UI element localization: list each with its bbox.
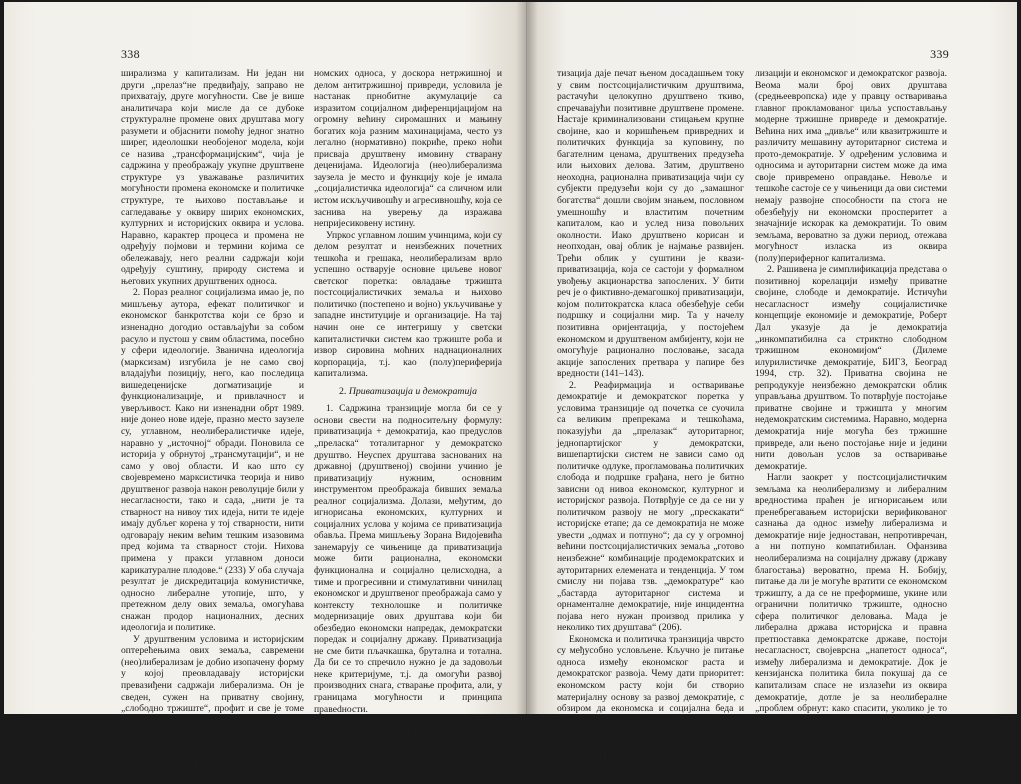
section-title: Приватизација и демократија <box>348 385 477 397</box>
left-column-1 <box>121 68 304 784</box>
paragraph: Нагли заокрет у постсоцијалистичким земљама ка неолиберализму и либералним вредностима праћен је игнорисањем или пренебрегавањем историјски верификованог сазнања да однос између либерализма и демократије није једноставан, непротивречан, а ни потпуно компатибилан. Офанзива неолиберализма на социјалну државу (државу благостања) вероватно, према Н. Бобију, питање да ли је могуће вратити се економском тржишту, а да се не преформише, укине или огранични политичко тржиште, односно сфера политичког деловања. Мада је либерална држава историјска и правна претпоставка демократске државе, постоји несагласност, својеврсна „напетост односа“, између либерализма и демократије. Док је кензијанска политика била покушај да се капитализам спасе не излазећи из оквира демократије, дотле је за неолибералне „проблем обрнут: како спасити, уколико је то још могуће и у оној мери уколико је то могуће, демократију а да се не изађе из капитализма“ (Норберт Бобио, Будућност демократије. Одабрана правила игре, Филип Вишњић, Београд 1990, <box>755 472 947 772</box>
right-column-2 <box>755 68 947 772</box>
right-page <box>527 2 1017 772</box>
page-number-left: 338 <box>121 47 140 61</box>
paragraph: 1. Садржина транзиције могла би се у основи свести на подноситељну формулу: приватизација + демократија, као предуслов „преласка“ тоталитарног у демократско друштво. Неуспех друштава заснованих на државној (друштвеној) својини учинио је приватизацију нужним, основним инструментом преображаја бивших земаља реалног социјализма. Долази, међутим, до игнорисања економских, културних и социјалних услова у којима се приватизација обавља. Према мишљењу Зорана Видојевића занемарују се чињенице да приватизација може бити рационална, економски функционална и социјално целисходна, а тиме и прогресивни и стимулативни чинилац економског и друштвеног преображаја само у контексту технолошке и политичке модернизације ових друштава који би обезбедио економски напредак, демократски поредак и социјалну државу. Приватизација не сме бити пљачкашка, брутална и тотална. Да би се то спречило нужно је да задовољи неке критеријуме, т.ј. да омогући развој производних снага, стварање профита, али, у границама могућности и принципа правedности. <box>314 403 502 715</box>
paragraph: У друштвеним условима и историјским оптерећењима ових земаља, савремени (нео)либерализам је добио изопачену форму у којој преовладавају историјски превазиђени садржаји либерализма. Он је сведен, сужен на приватну својину, „слободно тржиште“, профит и све је томе подређено, док су политичке слободе и права, принцип поделе и узајамне контроле власти, једнакост шанси и др. потиснути у сферу идеологије па и политичке демагогије. Глорификација улоге неограниченог тржишта као регулатора еко- <box>121 633 304 784</box>
left-column-2 <box>314 68 502 761</box>
section-heading <box>314 386 502 398</box>
section-number: 2. <box>339 385 347 397</box>
paragraph: Упркос углавном лошим учинцима, који су делом резултат и неизбежних почетних тешкоћа и грешака, неолиберализам врло успешно остварује основне циљеве новог светског поретка: овладање тржишта постсоцијалистичких земаља и њихово политичко (постепено и војно) укључивање у западне институције и организације. На тај начин оне се интегришу у светски капиталистички систем као тржиште роба и извор сировина моћних наднационалних корпорација, т.ј. као (полу)периферија капитализма. <box>314 229 502 380</box>
paragraph: 2. Реафирмација и остваривање демократије и демократског поретка у условима транзиције од почетка се суочила са великим препрекама и тешкоћама, показујући да „прелазак“ ауторитарног, једнопартијског у демократски, вишепартијски систем не зависи само од политичке одлуке, прогламовања политичких слобода и подршке грађана, него је битно зависни од нивоа економског, културног и историјског развоја. Потврђује се да се ни у политичком развоју не могу „прескакати“ историјске етапе; да се демократија не може увести „одмах и потпуно“; да су у огромној већини постсоцијалистичких земаља „готово неизбежне“ комбинације продемократских и ауторитарних елемената и тенденција. У том смислу ни појава тзв. „демократуре“ као „бастарда ауторитарног система и орнаменталне демократије, није инцидентна појава него нужан производ прилика у неколико тих друштава“ (206). <box>557 379 744 634</box>
left-page <box>4 2 527 784</box>
paragraph: лизацији и економског и демократског развоја. Веома мали број ових друштава (средњеевропска) иде у правцу остваривања главног прокламованог циља успостављању модерне тржишне привреде и демократије. Већина них има „дивље“ или квазитржиште и различиту мешавину ауторитарног система и прото-демократије. У одређеним условима и односима и ауторитарни систем може да има своје привремено оправдање. Невоље и тешкоће састоје се у чињеници да ови системи немају развојне способности па стога не обезбеђују ни економски просперитет а значајније искорак ка демократији. То овим земљама, вероватно за дужи период, отежава могућност изласка из оквира (полу)периферног капитализма. <box>755 68 947 264</box>
paragraph: Економска и политичка транзиција чврсто су међусобно условљене. Кључно је питање односа између економског раста и демократског развоја. Чему дати приоритет: економском расту који би створио материјалну основу за развој демократије, с обзиром да економска и социјална беда и демократија не иду заједно. Или обрнуто, уз помоћ развијене демократије стварати материјални напредак; или тежити постепеној реа- <box>557 633 744 761</box>
paragraph: 2. Пораз реалног социјализма имао је, по мишљењу аутора, ефекат политичког и економског банкротства који се брзо и изненадно догодио остављајући за собом расуло и пустош у свим областима, посебно у сфери идеологије. Званична идеологија (марксизам) изгубила је не само свој владајући позицију, него, као последица вишедеценијске догматизације и функционализације, и привлачност и уверљивост. Како ни изненадни обрт 1989. није донео нове идеје, празно место заузеле су, углавном, неолибералистичке идеје, наравно у „источној“ обради. Поновила се историја у обрнутој „трансмутацији“, и не само у овој области. И као што су својевремено марксистичка теорија и ниво друштвеног развоја након револуције били у несагласности, тако и сада, „нити је та стварност на нивоу тих идеја, нити те идеје имају дубљег корена у тој стварности, нити одговарају неким већим тешким изазовима пред којима та стварност стоји. Нихова примена у пракси углавном доноси карикатуралне плодове.“ (233) У оба случаја резултат је дискредитација комунистичке, односно либералне утопије, што, у претежном делу ових земаља, омогућава снажан продор националних, десних идеологија и политике. <box>121 287 304 634</box>
right-column-1 <box>557 68 744 761</box>
paragraph: номских односа, у доскора нетржишној и делом антитржишној привреди, условила је настанак прнобитне акумулације са изразитом социјалном диференцијацијом на огромну већину сиромашних и мањину богатих која разним махинацијама, често уз легално (нормативно) покриће, преко ноћи присваја друштвену имовину стварану деценијама. Идеологија (нео)либерализма заузела је место и функцију које је имала „социјалистичка идеологија“ са сличном или истом искључивошћу и агресивношћу, која се заснива на уверењу да изражава непријесиковену истину. <box>314 68 502 230</box>
paragraph: Аутор разликује три основна облика приватизације, иза којих стоје интереси одређених друштвених група. Пљачкашка прива- <box>314 715 502 761</box>
paragraph: 2. Рашивена је симплификација представа о позитивној корелацији између приватне својине, слободе и демократије. Истичући несагласност између социјалистичке концепције економије и демократије, Роберт Дал указује да је демократија „инкомпатибилна са стриктно слободном тржишном економијом“ (Дилеме илурилистичке демократије, БИГЗ, Београд 1994, стр. 32). Приватна својина не репродукује неизбежно демократски облик управљања друштвом. То потврђује постојање приватне својине и тржишта у многим недемократским системима. Наравно, модерна демократија није могућа без тржишне привреде, али њено постојање није и једини нити довољан услов за остваривање демократије. <box>755 264 947 472</box>
page-number-right: 339 <box>930 47 949 61</box>
paragraph: ширализма у капитализам. Ни један ни други „прелаз“не предвиђају, заправо не прихватају, друге могућности. Све је више аналитичара који мисле да се дубоке структуралне промене ових друштава могу разумети и објаснити помоћу једног знатно ширег, идеолошки необојеног модела, који се назива „трансформацијским“, чија је садржина у преображају укупне друштвене структуре уз уважавање различитих могућности промена економске и политичке структуре, те њихово постављање и сагледавање у оквиру ширих економских, културних и историјских оквира и услова. Наравно, карактер процеса и промена не одређују појмови и термини којима се обележавају, него реални садржаји који одређују суштину, природу система и његових укупних друштвених односа. <box>121 68 304 287</box>
paragraph: тизација даје печат њеном досадашњем току у свим постсоцијалистичким друштвима, растачући целокупно друштвено ткиво, спречавајући позитивне друштвене промене. Настаје криминализовани стицањем крупне својине, као и коришћењем привредних и политичких функција за куповину, по багателним ценама, друштвених предузећа или њихових делова. Затим, друштвено неоходна, рационална приватизација чији су субјекти предузећи који су до „замашног богатства“ дошли својим знањем, пословном умешношћу и властитим почетним капиталом, као и услед низа повољних околности. Иако друштвено корисан и неопходан, овај облик је најмање развијен. Трећи облик у суштини је квази-приватизација, која се састоји у формалном увођењу акционарства запослених. У бити реч је о фиктивно-демагошкој приватизацији, којом политократска класа обезбеђује себи подршку и социјални мир. Та у начелу позитивна оријентација, у постојећем економском и друштвеном амбијенту, који не омогућује рационално пословање, засада акције запослених претвара у папире без вредности (141–143). <box>557 68 744 380</box>
